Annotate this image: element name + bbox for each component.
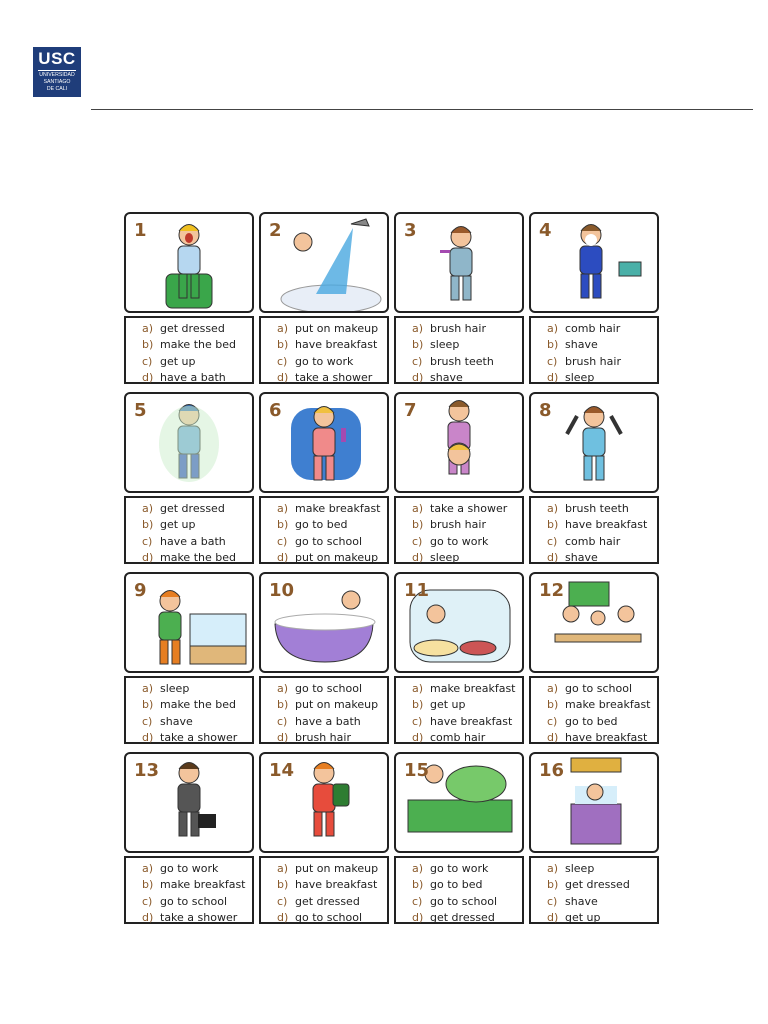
exercise-card [529, 572, 659, 744]
card-number: 15 [404, 760, 430, 781]
answer-option[interactable] [412, 501, 522, 517]
option-text: comb hair [565, 322, 621, 335]
option-text: go to work [160, 862, 219, 875]
answer-option[interactable] [412, 681, 522, 697]
card-number: 6 [269, 400, 282, 421]
option-letter: b) [277, 518, 289, 532]
option-text: go to work [430, 534, 489, 548]
answer-option[interactable] [277, 534, 387, 550]
option-text: sleep [160, 682, 190, 695]
answer-option[interactable] [277, 894, 387, 910]
answer-option[interactable] [412, 550, 522, 566]
option-letter: b) [412, 518, 424, 532]
option-letter: b) [547, 698, 559, 712]
illustration-panel [124, 212, 254, 313]
options-box [124, 496, 254, 564]
option-text: brush teeth [565, 502, 629, 515]
options-box [394, 496, 524, 564]
option-letter: a) [277, 682, 289, 695]
option-text: make the bed [160, 338, 236, 352]
card-number: 10 [269, 580, 295, 601]
answer-option[interactable] [412, 321, 522, 337]
logo-line-3: DE CALI [46, 86, 68, 92]
answer-option[interactable] [412, 910, 522, 926]
card-number: 4 [539, 220, 552, 241]
option-letter: c) [412, 534, 423, 548]
option-text: have breakfast [565, 730, 648, 744]
option-text: go to bed [565, 714, 618, 728]
option-letter: c) [412, 354, 423, 368]
answer-option[interactable] [547, 861, 657, 877]
options-box [259, 496, 389, 564]
option-letter: c) [547, 714, 558, 728]
illustration-panel [529, 392, 659, 493]
illustration-panel [259, 392, 389, 493]
option-letter: a) [142, 322, 154, 335]
option-text: have breakfast [430, 714, 513, 728]
options-box [529, 316, 659, 384]
option-text: have breakfast [565, 518, 648, 532]
illustration-panel [394, 212, 524, 313]
logo-line-2: SANTIAGO [43, 79, 71, 85]
option-letter: d) [547, 730, 559, 744]
answer-option[interactable] [412, 534, 522, 550]
option-letter: a) [142, 502, 154, 515]
answer-option[interactable] [142, 550, 252, 566]
option-letter: b) [277, 698, 289, 712]
answer-option[interactable] [277, 730, 387, 746]
option-text: sleep [565, 862, 595, 875]
option-text: shave [565, 338, 598, 352]
option-text: go to school [295, 682, 363, 695]
card-number: 9 [134, 580, 147, 601]
options-box [259, 676, 389, 744]
answer-option[interactable] [142, 354, 252, 370]
option-letter: d) [412, 550, 424, 564]
answer-option[interactable] [547, 714, 657, 730]
option-letter: c) [412, 714, 423, 728]
option-letter: c) [547, 354, 558, 368]
card-number: 3 [404, 220, 417, 241]
answer-option[interactable] [547, 517, 657, 533]
exercise-card [259, 752, 389, 924]
option-letter: a) [547, 322, 559, 335]
option-text: get dressed [160, 322, 225, 335]
option-text: go to school [430, 894, 498, 908]
card-number: 8 [539, 400, 552, 421]
card-number: 2 [269, 220, 282, 241]
card-number: 12 [539, 580, 565, 601]
card-number: 14 [269, 760, 295, 781]
option-text: make the bed [160, 550, 236, 564]
answer-option[interactable] [277, 681, 387, 697]
option-letter: a) [277, 322, 289, 335]
card-number: 16 [539, 760, 565, 781]
illustration-panel [259, 212, 389, 313]
answer-option[interactable] [142, 861, 252, 877]
options-box [529, 856, 659, 924]
option-text: go to work [430, 862, 489, 875]
option-text: brush teeth [430, 354, 494, 368]
answer-option[interactable] [277, 370, 387, 386]
options-box [259, 856, 389, 924]
option-letter: d) [277, 910, 289, 924]
answer-option[interactable] [277, 501, 387, 517]
option-letter: c) [277, 714, 288, 728]
answer-option[interactable] [547, 337, 657, 353]
exercise-card [124, 392, 254, 564]
exercise-card [529, 212, 659, 384]
answer-option[interactable] [142, 697, 252, 713]
option-text: take a shower [160, 730, 238, 744]
option-text: get dressed [295, 894, 360, 908]
option-text: have breakfast [295, 878, 378, 892]
card-number: 13 [134, 760, 160, 781]
option-text: have breakfast [295, 338, 378, 352]
option-text: make the bed [160, 698, 236, 712]
option-text: comb hair [565, 534, 621, 548]
answer-option[interactable] [277, 697, 387, 713]
option-text: get dressed [430, 910, 495, 924]
answer-option[interactable] [547, 894, 657, 910]
option-text: sleep [430, 338, 460, 352]
illustration-panel [124, 572, 254, 673]
answer-option[interactable] [412, 370, 522, 386]
options-box [124, 676, 254, 744]
option-text: comb hair [430, 730, 486, 744]
illustration-panel [259, 752, 389, 853]
option-text: put on makeup [295, 550, 379, 564]
option-letter: b) [142, 698, 154, 712]
card-number: 11 [404, 580, 430, 601]
exercise-card [259, 212, 389, 384]
option-letter: b) [412, 338, 424, 352]
answer-option[interactable] [277, 550, 387, 566]
answer-option[interactable] [142, 894, 252, 910]
option-letter: c) [142, 354, 153, 368]
answer-option[interactable] [547, 501, 657, 517]
option-letter: a) [277, 862, 289, 875]
option-text: go to school [565, 682, 633, 695]
option-letter: d) [412, 370, 424, 384]
answer-option[interactable] [142, 321, 252, 337]
card-number: 7 [404, 400, 417, 421]
option-letter: b) [142, 878, 154, 892]
option-text: go to school [295, 534, 363, 548]
usc-logo [33, 47, 81, 97]
options-box [529, 676, 659, 744]
answer-option[interactable] [277, 714, 387, 730]
option-letter: a) [412, 322, 424, 335]
option-text: make breakfast [160, 878, 246, 892]
answer-option[interactable] [412, 337, 522, 353]
option-letter: c) [277, 354, 288, 368]
answer-option[interactable] [142, 681, 252, 697]
option-letter: c) [277, 894, 288, 908]
option-letter: a) [547, 862, 559, 875]
option-letter: d) [142, 550, 154, 564]
answer-option[interactable] [547, 534, 657, 550]
exercise-card [394, 392, 524, 564]
exercise-card [394, 212, 524, 384]
option-letter: a) [142, 682, 154, 695]
options-box [124, 856, 254, 924]
answer-option[interactable] [142, 877, 252, 893]
option-text: brush hair [565, 354, 621, 368]
option-text: go to bed [430, 878, 483, 892]
option-letter: a) [547, 682, 559, 695]
options-box [259, 316, 389, 384]
illustration-panel [124, 392, 254, 493]
option-text: go to school [160, 894, 228, 908]
answer-option[interactable] [277, 877, 387, 893]
option-text: have a bath [160, 370, 226, 384]
option-text: have a bath [295, 714, 361, 728]
option-letter: c) [277, 534, 288, 548]
exercise-card [124, 212, 254, 384]
option-letter: d) [547, 370, 559, 384]
option-text: get up [430, 698, 466, 712]
answer-option[interactable] [142, 534, 252, 550]
answer-option[interactable] [142, 910, 252, 926]
option-letter: c) [412, 894, 423, 908]
option-letter: b) [412, 878, 424, 892]
option-letter: a) [547, 502, 559, 515]
option-letter: b) [277, 878, 289, 892]
option-text: sleep [430, 550, 460, 564]
exercise-card [394, 572, 524, 744]
answer-option[interactable] [547, 730, 657, 746]
answer-option[interactable] [547, 697, 657, 713]
logo-line-1: UNIVERSIDAD [39, 72, 75, 78]
option-letter: d) [277, 550, 289, 564]
option-text: go to work [295, 354, 354, 368]
answer-option[interactable] [412, 697, 522, 713]
illustration-panel [529, 212, 659, 313]
option-letter: b) [547, 338, 559, 352]
answer-option[interactable] [277, 910, 387, 926]
answer-option[interactable] [412, 730, 522, 746]
option-text: take a shower [430, 502, 508, 515]
answer-option[interactable] [142, 370, 252, 386]
header-rule [91, 109, 753, 110]
option-letter: b) [547, 878, 559, 892]
option-text: get up [160, 354, 196, 368]
options-box [394, 316, 524, 384]
options-box [124, 316, 254, 384]
illustration-panel [529, 752, 659, 853]
option-text: get dressed [565, 878, 630, 892]
illustration-panel [394, 392, 524, 493]
answer-option[interactable] [142, 730, 252, 746]
illustration-panel [124, 752, 254, 853]
options-box [529, 496, 659, 564]
option-text: put on makeup [295, 698, 379, 712]
option-text: go to school [295, 910, 363, 924]
option-text: put on makeup [295, 862, 379, 875]
answer-option[interactable] [142, 517, 252, 533]
illustration-panel [394, 572, 524, 673]
option-text: brush hair [430, 518, 486, 532]
option-letter: b) [547, 518, 559, 532]
option-text: shave [565, 894, 598, 908]
exercise-grid [124, 212, 660, 924]
option-text: take a shower [160, 910, 238, 924]
option-letter: a) [412, 682, 424, 695]
illustration-panel [394, 752, 524, 853]
answer-option[interactable] [547, 877, 657, 893]
exercise-card [124, 572, 254, 744]
answer-option[interactable] [277, 861, 387, 877]
answer-option[interactable] [547, 370, 657, 386]
option-letter: d) [277, 370, 289, 384]
option-letter: d) [547, 910, 559, 924]
answer-option[interactable] [142, 337, 252, 353]
option-text: shave [160, 714, 193, 728]
option-text: brush hair [430, 322, 486, 335]
option-text: get dressed [160, 502, 225, 515]
card-number: 5 [134, 400, 147, 421]
option-letter: a) [142, 862, 154, 875]
option-letter: a) [277, 502, 289, 515]
option-letter: b) [412, 698, 424, 712]
answer-option[interactable] [547, 681, 657, 697]
answer-option[interactable] [547, 910, 657, 926]
option-text: brush hair [295, 730, 351, 744]
answer-option[interactable] [547, 550, 657, 566]
answer-option[interactable] [412, 714, 522, 730]
answer-option[interactable] [277, 321, 387, 337]
exercise-card [394, 752, 524, 924]
option-text: get up [565, 910, 601, 924]
answer-option[interactable] [142, 501, 252, 517]
option-letter: c) [142, 714, 153, 728]
option-letter: c) [547, 894, 558, 908]
answer-option[interactable] [412, 877, 522, 893]
option-letter: b) [277, 338, 289, 352]
option-text: put on makeup [295, 322, 379, 335]
answer-option[interactable] [412, 354, 522, 370]
option-text: make breakfast [430, 682, 516, 695]
option-text: make breakfast [295, 502, 381, 515]
option-letter: d) [547, 550, 559, 564]
answer-option[interactable] [412, 861, 522, 877]
option-letter: c) [142, 894, 153, 908]
option-letter: d) [277, 730, 289, 744]
option-text: shave [430, 370, 463, 384]
answer-option[interactable] [277, 354, 387, 370]
exercise-card [259, 572, 389, 744]
exercise-card [529, 752, 659, 924]
option-letter: c) [547, 534, 558, 548]
options-box [394, 676, 524, 744]
answer-option[interactable] [412, 894, 522, 910]
option-letter: a) [412, 502, 424, 515]
options-box [394, 856, 524, 924]
option-text: take a shower [295, 370, 373, 384]
option-text: make breakfast [565, 698, 651, 712]
option-letter: d) [142, 910, 154, 924]
option-letter: b) [142, 518, 154, 532]
option-letter: d) [412, 910, 424, 924]
option-letter: d) [412, 730, 424, 744]
option-text: go to bed [295, 518, 348, 532]
option-text: get up [160, 518, 196, 532]
option-letter: c) [142, 534, 153, 548]
option-letter: b) [142, 338, 154, 352]
card-number: 1 [134, 220, 147, 241]
answer-option[interactable] [547, 321, 657, 337]
exercise-card [259, 392, 389, 564]
exercise-card [124, 752, 254, 924]
logo-divider [38, 70, 76, 71]
illustration-panel [259, 572, 389, 673]
logo-text: USC [38, 49, 76, 68]
option-text: shave [565, 550, 598, 564]
illustration-panel [529, 572, 659, 673]
answer-option[interactable] [412, 517, 522, 533]
answer-option[interactable] [277, 337, 387, 353]
option-letter: d) [142, 730, 154, 744]
answer-option[interactable] [277, 517, 387, 533]
answer-option[interactable] [547, 354, 657, 370]
exercise-card [529, 392, 659, 564]
option-letter: a) [412, 862, 424, 875]
answer-option[interactable] [142, 714, 252, 730]
option-text: have a bath [160, 534, 226, 548]
option-text: sleep [565, 370, 595, 384]
option-letter: d) [142, 370, 154, 384]
